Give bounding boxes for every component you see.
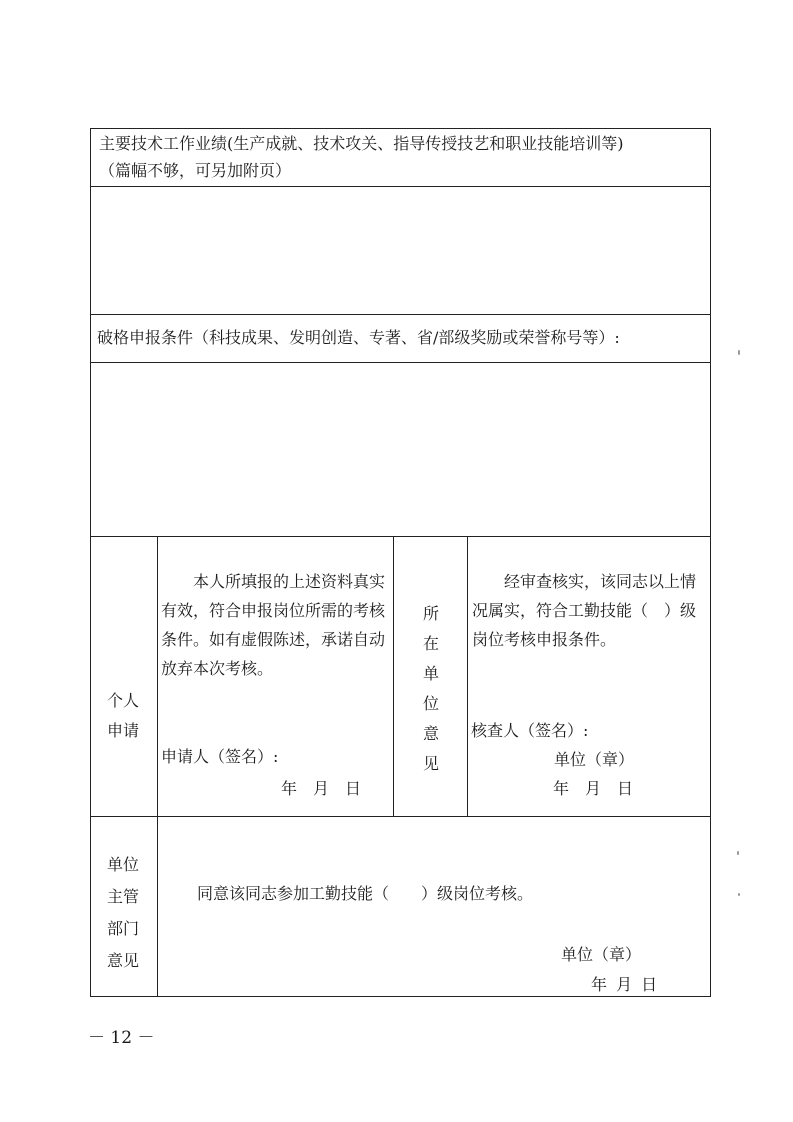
row-divider [91, 536, 710, 537]
personal-statement: 本人所填报的上述资料真实有效，符合申报岗位所需的考核条件。如有虚假陈述，承诺自动放弃本次考核。 [161, 572, 386, 678]
authority-label-line: 主管 [107, 887, 140, 906]
applicant-date[interactable]: 年 月 日 [281, 779, 362, 798]
scan-speck [738, 350, 740, 355]
achievements-field[interactable] [95, 191, 706, 309]
authority-statement: 同意该同志参加工勤技能（ ）级岗位考核。 [197, 884, 534, 903]
column-divider [467, 536, 468, 816]
label-char: 见 [422, 754, 439, 773]
exceptional-conditions-field[interactable] [95, 367, 706, 531]
authority-opinion-label [107, 849, 139, 977]
applicant-signature[interactable]: 申请人（签名）: [161, 747, 279, 766]
scan-speck [738, 893, 740, 896]
authority-label-line: 部门 [107, 919, 140, 938]
row-divider [91, 362, 710, 363]
unit-opinion-statement: 经审查核实，该同志以上情况属实，符合工勤技能（ ）级岗位考核申报条件。 [472, 572, 697, 649]
column-divider [157, 536, 158, 997]
exceptional-conditions-header: 破格申报条件（科技成果、发明创造、专著、省/部级奖励或荣誉称号等）: [97, 328, 620, 347]
row-divider [91, 816, 710, 817]
achievements-header: 主要技术工作业绩(生产成就、技术攻关、指导传授技艺和职业技能培训等) [99, 134, 624, 153]
unit-opinion-date[interactable]: 年 月 日 [553, 779, 634, 798]
achievements-note: （篇幅不够，可另加附页） [99, 161, 292, 180]
row-divider [91, 314, 710, 315]
authority-seal[interactable]: 单位（章） [561, 945, 642, 964]
authority-label-line: 单位 [107, 855, 140, 874]
authority-label-line: 意见 [107, 951, 140, 970]
personal-label-line: 申请 [107, 721, 140, 740]
application-form-table [90, 128, 711, 997]
label-char: 位 [422, 694, 439, 713]
column-divider [393, 536, 394, 816]
checker-signature[interactable]: 核查人（签名）: [471, 721, 589, 740]
page-number: － 12 － [88, 1028, 155, 1048]
personal-application-label [107, 686, 139, 746]
label-char: 在 [422, 634, 439, 653]
unit-seal[interactable]: 单位（章） [554, 750, 635, 769]
personal-label-line: 个人 [107, 691, 140, 710]
label-char: 所 [422, 604, 439, 623]
authority-date[interactable]: 年 月 日 [591, 975, 658, 994]
unit-opinion-label [421, 599, 441, 779]
label-char: 单 [422, 664, 439, 683]
scan-speck [737, 851, 739, 855]
label-char: 意 [422, 724, 439, 743]
row-divider [91, 186, 710, 187]
